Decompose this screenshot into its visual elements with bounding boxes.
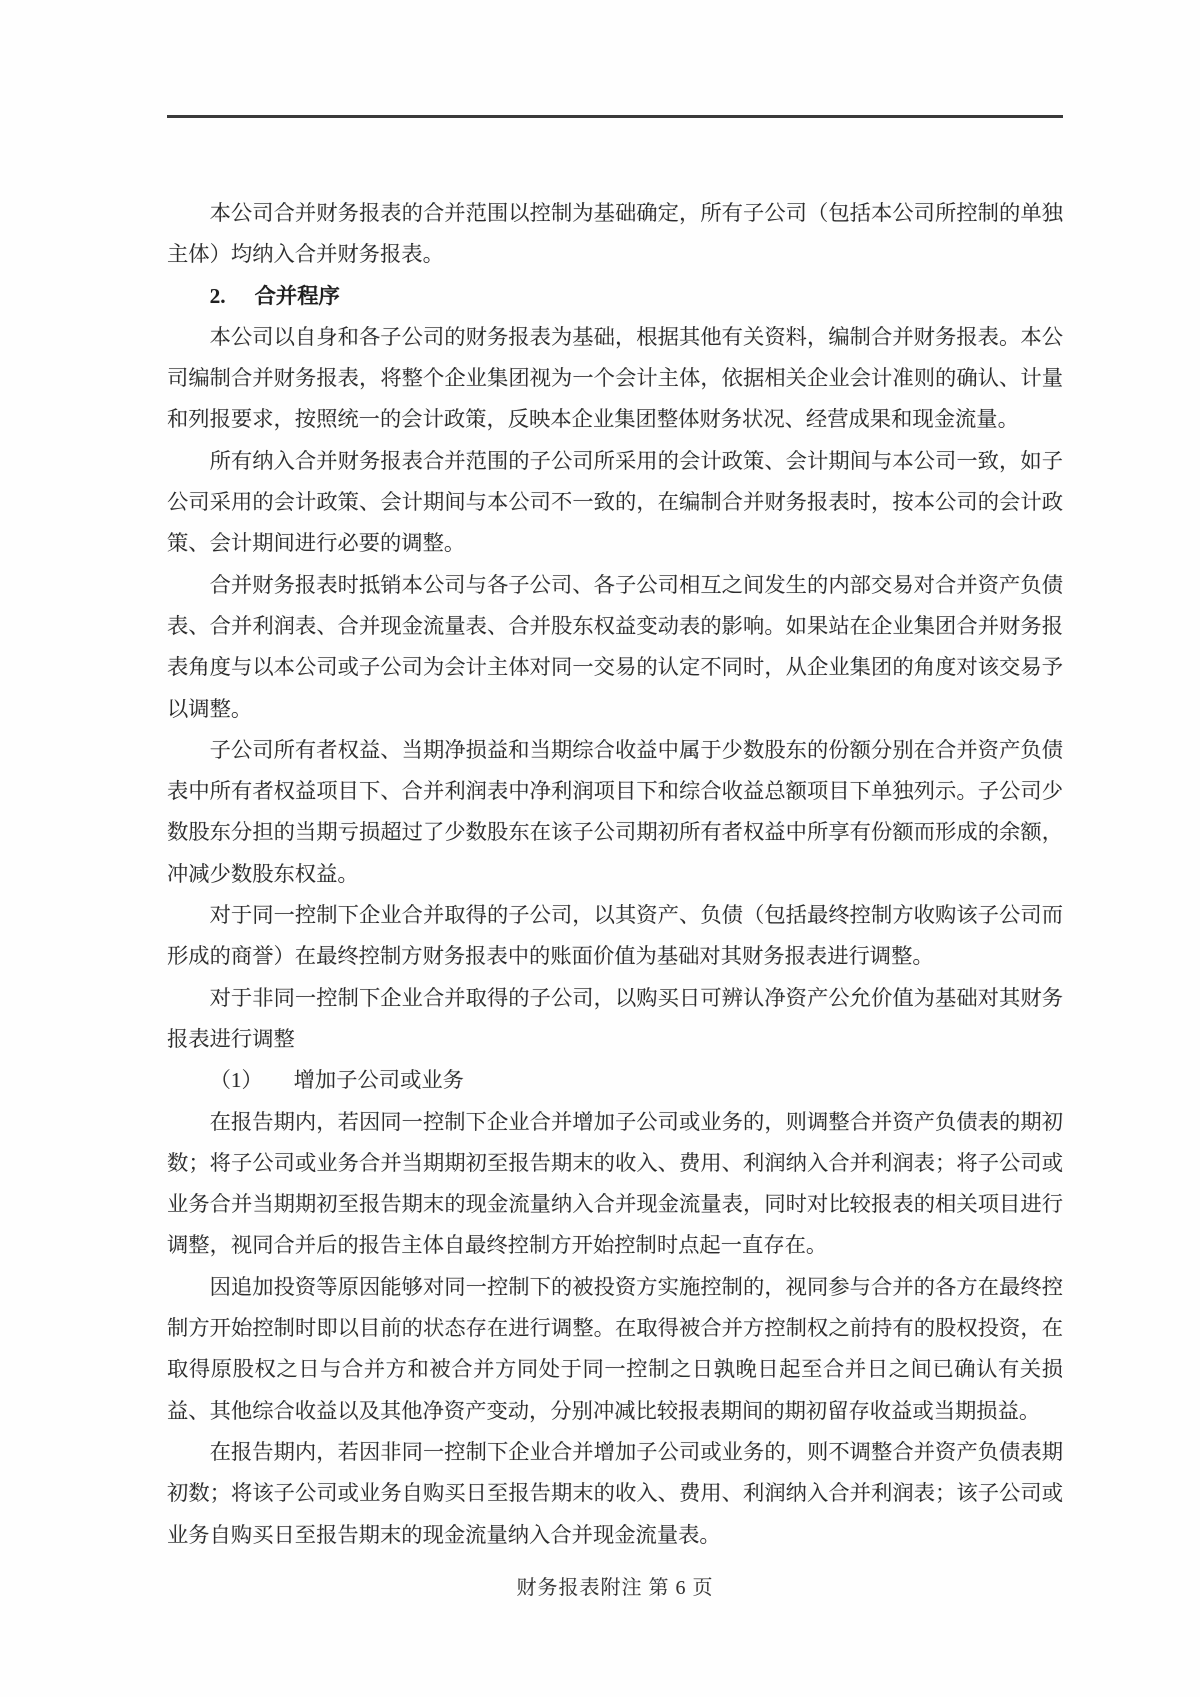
section-heading-consolidation-procedure: [167, 276, 1063, 317]
document-body: [167, 193, 1063, 1601]
paragraph-intercompany-elimination: 合并财务报表时抵销本公司与各子公司、各子公司相互之间发生的内部交易对合并资产负债表、合并利润表、合并现金流量表、合并股东权益变动表的影响。如果站在企业集团合并财务报表角度与以本公司或子公司为会计主体对同一交易的认定不同时，从企业集团的角度对该交易予以调整。: [167, 572, 1063, 721]
paragraph-accounting-policy-alignment: 所有纳入合并财务报表合并范围的子公司所采用的会计政策、会计期间与本公司一致，如子公司采用的会计政策、会计期间与本公司不一致的，在编制合并财务报表时，按本公司的会计政策、会计期间进行必要的调整。: [167, 448, 1063, 556]
subsection-number: （1）: [209, 1068, 263, 1093]
paragraph-basis-of-preparation: 本公司以自身和各子公司的财务报表为基础，根据其他有关资料，编制合并财务报表。本公司编制合并财务报表，将整个企业集团视为一个会计主体，依据相关企业会计准则的确认、计量和列报要求，按照统一的会计政策，反映本企业集团整体财务状况、经营成果和现金流量。: [167, 324, 1063, 432]
paragraph-same-control-subsidiary: 对于同一控制下企业合并取得的子公司，以其资产、负债（包括最终控制方收购该子公司而形成的商誉）在最终控制方财务报表中的账面价值为基础对其财务报表进行调整。: [167, 903, 1063, 969]
section-title: 合并程序: [254, 283, 340, 308]
paragraph-additional-investment-control: 因追加投资等原因能够对同一控制下的被投资方实施控制的，视同参与合并的各方在最终控制方开始控制时即以目前的状态存在进行调整。在取得被合并方控制权之前持有的股权投资，在取得原股权之日与合并方和被合并方同处于同一控制之日孰晚日起至合并日之间已确认有关损益、其他综合收益以及其他净资产变动，分别冲减比较报表期间的期初留存收益或当期损益。: [167, 1274, 1063, 1423]
subsection-heading-add-subsidiary: [167, 1060, 1063, 1101]
section-number: 2.: [209, 283, 226, 308]
header-rule: [167, 115, 1063, 118]
page-footer: [167, 1575, 1063, 1601]
subsection-title: 增加子公司或业务: [293, 1068, 464, 1093]
paragraph-minority-interest: 子公司所有者权益、当期净损益和当期综合收益中属于少数股东的份额分别在合并资产负债表中所有者权益项目下、合并利润表中净利润项目下和综合收益总额项目下单独列示。子公司少数股东分担的当期亏损超过了少数股东在该子公司期初所有者权益中所享有份额而形成的余额，冲减少数股东权益。: [167, 737, 1063, 886]
paragraph-non-same-control-addition: 在报告期内，若因非同一控制下企业合并增加子公司或业务的，则不调整合并资产负债表期初数；将该子公司或业务自购买日至报告期末的收入、费用、利润纳入合并利润表；该子公司或业务自购买日至报告期末的现金流量纳入合并现金流量表。: [167, 1439, 1063, 1547]
footer-page-label: 财务报表附注 第 6 页: [516, 1576, 714, 1599]
paragraph-consolidation-scope: 本公司合并财务报表的合并范围以控制为基础确定，所有子公司（包括本公司所控制的单独主体）均纳入合并财务报表。: [167, 201, 1063, 267]
paragraph-same-control-addition: 在报告期内，若因同一控制下企业合并增加子公司或业务的，则调整合并资产负债表的期初数；将子公司或业务合并当期期初至报告期末的收入、费用、利润纳入合并利润表；将子公司或业务合并当期期初至报告期末的现金流量纳入合并现金流量表，同时对比较报表的相关项目进行调整，视同合并后的报告主体自最终控制方开始控制时点起一直存在。: [167, 1109, 1063, 1258]
paragraph-non-same-control-subsidiary: 对于非同一控制下企业合并取得的子公司，以购买日可辨认净资产公允价值为基础对其财务报表进行调整: [167, 985, 1063, 1051]
